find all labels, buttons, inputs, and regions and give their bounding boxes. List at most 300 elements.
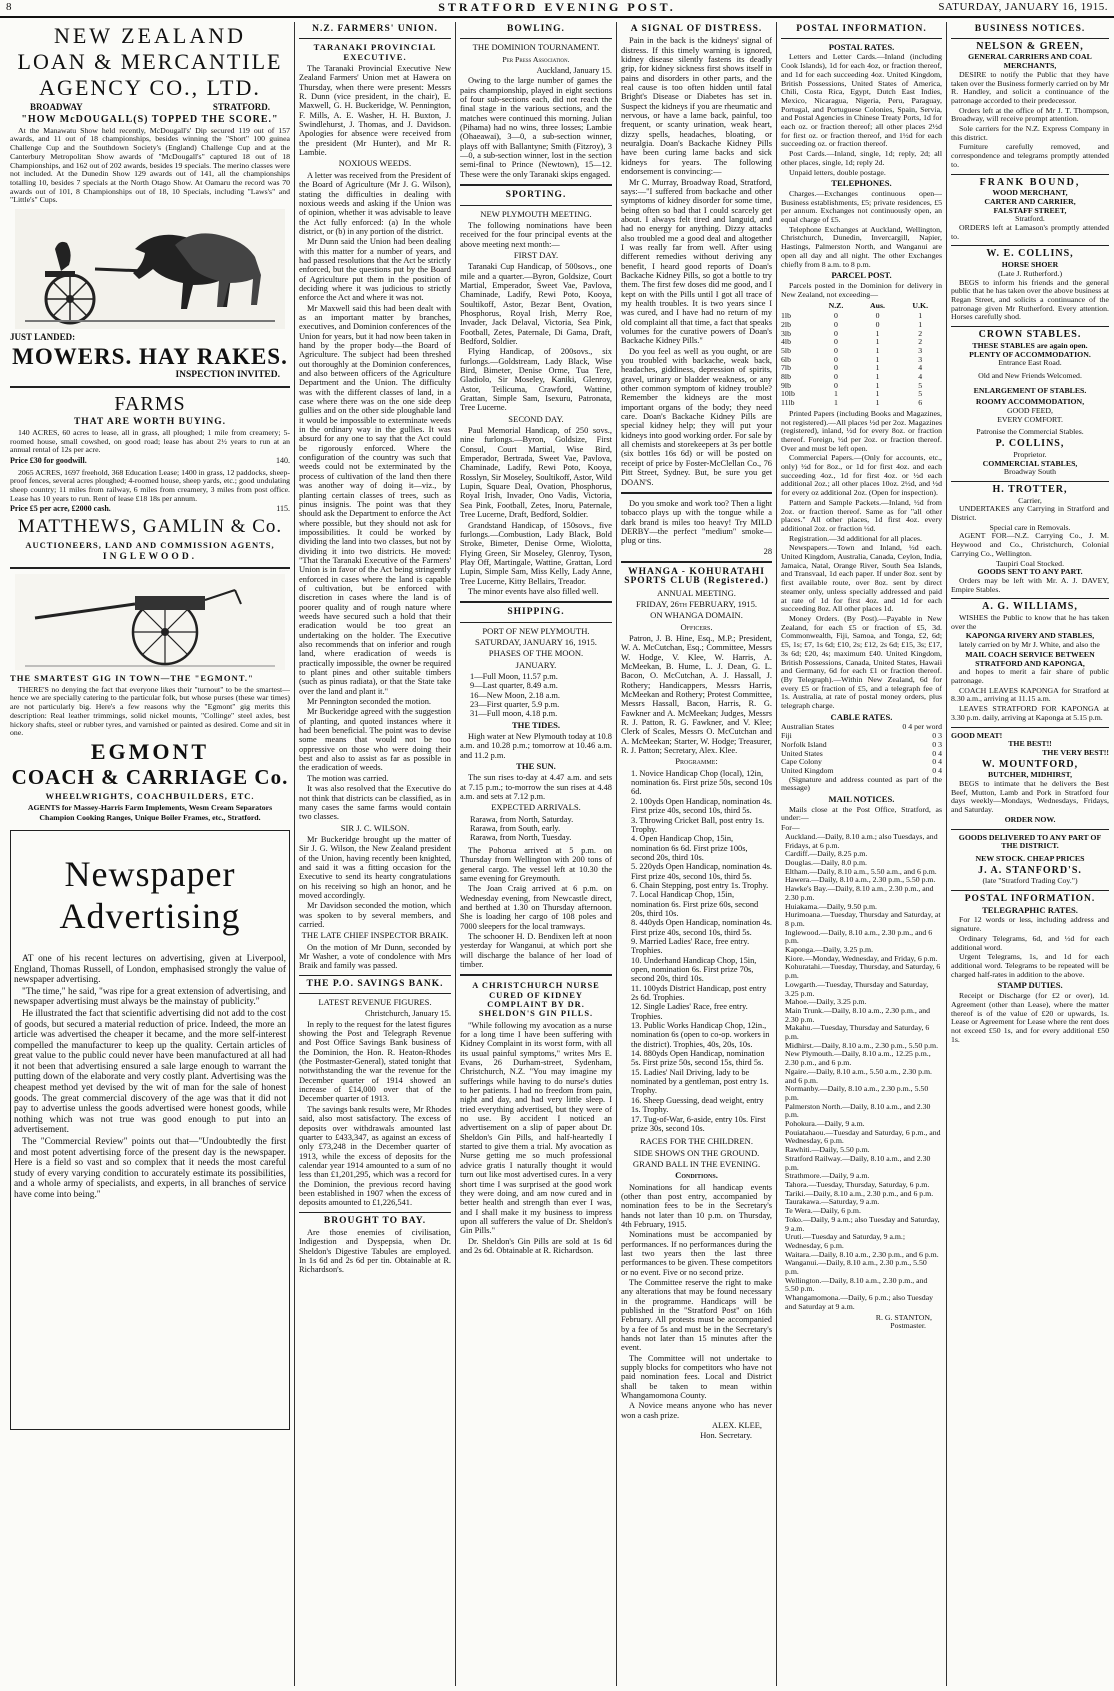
annual-meeting: ANNUAL MEETING. (657, 587, 736, 598)
egmont-body: THERE'S no denying the fact that everyone likes their "turnout" to be the smartest—hence we are specially catering to the particular folk, but whose purses (these war times) are not particularly big. Here's a few reasons why the "Egmont" gig merits this description: Real leather trimmings, solid nickel mounts, "Collinge" steel axles, best hickory shafts, steel or rubber tyres, and varnished or painted as desired. Come and sit in one. (10, 684, 290, 738)
arrival-item: Rarawa, from South, early. (470, 824, 561, 834)
mail-item: Lowgarth.—Tuesday, Thursday and Saturday, 3.25 p.m. (785, 979, 929, 998)
parcel-cell: 0 (833, 337, 838, 347)
conditions-para-1: Nominations for all handicap events (other than post entry, accompanied by nomination fees to be in the Secretary's hands not later than 10 p.m. on Thursday, 4th February, 1915. (621, 1182, 772, 1229)
programme-item: 3. Throwing Cricket Ball, post entry 1s. Trophy. (631, 815, 765, 834)
mail-item: Kaponga.—Daily, 3.25 p.m. (785, 945, 874, 955)
crown-open: THESE STABLES are again open. (972, 340, 1088, 350)
advert-body-3: He illustrated the fact that scientific advertising did not add to the cost of goods, but secured a material reduction of price. Indeed, the more an article was advertised the cheaper it became, and the more self-interest compelled the manufacturer to keep up the quality. Certain articles of great value to the public could never have been manufactured at all had it not been that advertising ensured a sale large enough to warrant the putting down of the elaborate and very costly plant. Advertising was the cheapest method yet devised by the wit of man for the sale of honest goods. The great commercial discovery of the age was that it did not pay to advertise unless the goods advertised were honest goods, while nothing which was not true was good enough to put into an advertisement. (14, 1008, 286, 1136)
collins-late: (Late J. Rutherford.) (997, 268, 1063, 278)
port-title: PORT OF NEW PLYMOUTH. (482, 625, 590, 636)
moon-phase: 9—Last quarter, 8.49 a.m. (470, 681, 558, 691)
divider (951, 890, 1109, 891)
nurse-para-1: "While following my avocation as a nurse for a long time I have been suffering with Kidney Complaint in its worst form, with all its usual painful symptoms," writes Mrs E. Evans, 26 Durham-street, Sydenham, Christchurch, N.Z. "You may imagine my sufferings while having to do nurse's duties to her patients. I had no freedom from pain, night and day, and had very little sleep. I tried everything advertised, but they were of no use. By accident I noticed an advertisement on a slip of paper about Dr. Sheldon's Gin Pills, and half-heartedly I started to give them a trial. My avocation as Nurse getting me so much professional advice gratis I naturally thought it would turn out like most advertised cures. In a very short time I was surprised at the good work they were doing, and am now cured and in better health and strength than ever I was, and I shall make it my business to impress upon all sufferers the value of Dr. Sheldon's Gin Pills." (460, 1020, 612, 1236)
column-2 (299, 22, 451, 1686)
newspaper-advertising-box (10, 830, 290, 1430)
collins: W. E. COLLINS, (986, 248, 1074, 260)
parcel-cell: 1 (875, 354, 880, 364)
kaponga-stables: KAPONGA RIVERY AND STABLES, (965, 631, 1095, 641)
just-landed: JUST LANDED: (10, 332, 76, 343)
conditions-title: Conditions. (675, 1170, 718, 1181)
nzfu-para-9: Mr Buckeridge brought up the matter of Sir J. G. Wilson, the New Zealand president of the Union, having recently been knighted, and said it was a fitting occasion for the Executive to send its hearty congratulations on his receiving so high an honor, and he moved accordingly. (299, 834, 451, 900)
cable-note: (Signature and address counted as part of the message) (781, 774, 942, 793)
divider (460, 38, 612, 39)
divider (951, 829, 1109, 830)
farm-item-2-price: Price £5 per acre, £2000 cash. (10, 504, 111, 514)
mail-item: Waitara.—Daily, 8.10 a.m., 2.30 p.m., and 6 p.m. (785, 1249, 939, 1259)
mail-item: Ngaire.—Daily, 8.10 a.m., 5.50 a.m., 2.30 p.m. and 6 p.m. (785, 1066, 932, 1085)
pattern-para: Pattern and Sample Packets.—Inland, ½d from 2oz. or fraction thereof. Same as for "all other places." All other places, 1d first 4oz. every additional 2oz. or fraction ½d. (781, 497, 942, 533)
sporting-para-3: Flying Handicap, of 200sovs., six furlongs.—Goldstream, Lady Black, Wise Bird, Bimeter, Denise Orme, Tua Tere, Gladiolo, Sir Moseley, Kaniki, Glenroy, Astor, Teilicuma, Crawford, Wattine, Grattan, Simple Sam, Isexuru, Patronata, Tree Lucerne. (460, 347, 612, 413)
agent-name: MATTHEWS, GAMLIN & Co. (17, 515, 283, 537)
farms-subtitle: THAT ARE WORTH BUYING. (73, 416, 227, 427)
divider (460, 622, 612, 623)
money-orders-para: Money Orders. (By Post).—Payable in New Zealand, for each £5 or fraction of £5, 3d. Commonwealth, Fiji, Samoa, and Tonga, £2, 6d; £5, 1s; £7, 1s 6d; £10, 2s; £12, 2s 6d; £15, 3s; £17, 3s 6d; £20, 4s; maximum £40. United Kingdom, British Possessions, Canada, United States, Hawaii and Germany, 6d for each £1 or fraction thereof. (By Telegraph).—Within New Zealand, 6d for every £5 or fraction of £5, and a telegraph fee of 1s. Australia, at rate of postal money orders, plus telegraph charge. (781, 614, 942, 711)
horse-mower-illustration (15, 209, 285, 329)
programme-item: 4. Open Handicap Chop, 15in, nomination 6s 6d. First prize 100s, second 20s, third 10s. (631, 834, 748, 862)
parcel-cell: 1 (918, 311, 923, 321)
divider (299, 993, 451, 994)
postal-info-title: POSTAL INFORMATION. (796, 24, 927, 34)
nelson-body-2: Orders left at the office of Mr J. T. Thompson, Broadway, will receive prompt attention. (951, 105, 1109, 124)
arrival-item: Rarawa, from North, Tuesday. (470, 833, 572, 843)
mail-item: Inglewood.—Daily, 8.10 a.m., 2.30 p.m., and 6 p.m. (785, 927, 933, 946)
nzl-address-right: STRATFORD. (212, 102, 270, 112)
postmaster-name: R. G. STANTON, (875, 1312, 932, 1322)
tel-ordinary: Ordinary Telegrams, 6d, and ½d for each additional word. (951, 933, 1109, 952)
telephones-para: Charges.—Exchanges continuous open—Business establishments, £5; private residences, £5 per annum. Exchanges not continuously open, an equal charge of £5. (781, 188, 942, 225)
nzfu-para-11: On the motion of Mr Dunn, seconded by Mr Washer, a vote of condolence with Mrs Braik and family was passed. (299, 942, 451, 971)
broadway-south: Broadway South (1003, 467, 1057, 477)
cable-rates-title: CABLE RATES. (830, 711, 893, 722)
smoke-para: Do you smoke and work too? Then a light tobacco plays up with the tongue while a dark brand is miles too heavy! Try MILD DERBY—the perfect "medium" smoke—plug or tins. (621, 498, 772, 546)
parcel-cell: 1 (833, 389, 838, 399)
parcel-cell: 1 (833, 398, 838, 408)
column-rule (455, 22, 456, 1686)
mail-coach: MAIL COACH SERVICE BETWEEN STRATFORD AND KAPONGA, (965, 649, 1095, 668)
nz-loan-advert (10, 24, 290, 381)
programme-item: 9. Married Ladies' Race, free entry. Trophies. (631, 936, 750, 956)
frank-desc-2: CARTER AND CARRIER, (984, 196, 1076, 206)
advert-title-1: Newspaper (64, 853, 236, 894)
cable-table (781, 723, 942, 775)
nzfu-para-1: The Taranaki Provincial Executive New Zealand Farmers' Union met at Hawera on Thursday, when there were present: Messrs R. Dunn (vice president, in the chair), E. Maxwell, G. H. Buckeridge, W. Pennington, F. Mills, A. E. Washer, H. H. Buxton, J. Swindlehurst, J. Thomas, and J. Davidson. Apologies for absence were received from the president (Mr Hunter), and Mr R. Lambie. (299, 64, 451, 158)
column-rule (776, 22, 777, 1686)
programme-item: 14. 880yds Open Handicap, nomination 5s. First prize 50s, second 15s, third 5s. (631, 1049, 765, 1068)
mail-item: Douglas.—Daily, 8.0 p.m. (785, 857, 868, 867)
masthead (0, 0, 1114, 18)
parcel-cell: 1lb (781, 311, 791, 321)
dominion-tournament-title: THE DOMINION TOURNAMENT. (472, 42, 600, 53)
collins-desc: HORSE SHOER (1001, 260, 1059, 270)
moon-phase: 1—Full Moon, 11.57 p.m. (470, 671, 558, 681)
divider (951, 727, 1109, 728)
noxious-title: NOXIOUS WEEDS. (338, 158, 412, 169)
farm-item-1: 140 ACRES, 60 acres to lease, all in grass, all ploughed; 1 mile from creamery; 5-roomed house, small cowshed, on good road; lease has about 2½ years to run at an annual rental of 12s per acre. (10, 428, 290, 455)
press-association: Per Press Association. (502, 54, 570, 64)
orders-may: Orders may be left with Mr. A. J. DAVEY, Empire Stables. (951, 575, 1109, 594)
sir-wilson-title: SIR J. C. WILSON. (340, 822, 410, 833)
programme-item: 6. Chain Stepping, post entry 1s. Trophy. (631, 880, 769, 890)
divider (299, 1212, 451, 1213)
kaponga-body: lately carried on by Mr J. White, and also the (959, 640, 1100, 650)
distress-para-2: Mr C. Murray, Broadway Road, Stratford, says:—"I suffered from backache and other symptoms of kidney disorder for some time, being often so bad that I could scarcely get about. I always felt tired and languid, and had no energy for anything. Dizzy attacks also troubled me a good deal and altogether I was really far from well. After using different remedies without deriving any benefit, I heard good reports of Doan's Backache Kidney Pills, so got a bottle to try them. The first few doses did me good, and I kept on with the Pills until I got all trace of my health troubles. It is two years since I was cured, and I have had no return of my old complaint all that time, a fact that speaks volumes for the curative powers of Doan's Backache Kidney Pills." (621, 177, 772, 346)
egmont-trade: WHEELWRIGHTS, COACHBUILDERS, ETC. (45, 790, 255, 801)
club-title: WHANGA - KOHURATAHI SPORTS CLUB (Registered.) (624, 566, 769, 587)
mail-item: Stratford Railway.—Daily, 8.10 a.m., and 2.30 p.m. (785, 1153, 931, 1172)
moon-phase: 23—First quarter, 5.9 p.m. (470, 700, 560, 709)
parcel-cell: 1 (875, 372, 880, 382)
frank-body: ORDERS left at Lamason's promptly attended to. (951, 223, 1109, 241)
advert-body-1: AT one of his recent lectures on advertising, given at Liverpool, England, Thomas Russell, of London, emphasised strongly the value of newspaper advertising. (14, 953, 286, 986)
goods-delivered: GOODS DELIVERED TO ANY PART OF THE DISTRICT. (958, 832, 1102, 851)
agent-desc: AUCTIONEERS, LAND AND COMMISSION AGENTS, (25, 539, 275, 550)
divider (951, 38, 1109, 39)
programme-item: 7. Local Handicap Chop, 15in, nomination 6s. First prize 60s, second 20s, third 10s. (631, 890, 759, 918)
mail-item: Tariki.—Daily, 8.10 a.m., 2.30 p.m., and 6 p.m. (785, 1188, 934, 1198)
column-rule (946, 22, 947, 1686)
mail-item: Palmerston North.—Daily, 8.10 a.m., and 2.30 p.m. (785, 1101, 931, 1120)
trotter: H. TROTTER, (992, 483, 1068, 495)
registration-para: Registration.—3d additional for all places. (789, 533, 922, 543)
programme-title: Programme: (675, 756, 718, 767)
latest-revenue-title: LATEST REVENUE FIGURES. (318, 997, 432, 1008)
mail-notices-title: MAIL NOTICES. (828, 794, 895, 805)
distress-para-1: Pain in the back is the kidneys' signal of distress. If this timely warning is ignored, kidney disease silently fastens its deadly grip, for kidney sickness first shows itself in pains and disorders in other parts, and the real cause is too often hidden until fatal Bright's Disease or Diabetes has set in. Suspect the kidneys if you are rheumatic and nervous, or have a lame back, painful, too frequent, or scanty urination, weak heart, dizzy spells, headaches, bloating, or neuralgia. Doan's Backache Kidney Pills have been curing lame backs and sick kidneys for years. The following endorsement is convincing:— (621, 36, 772, 177)
mountford: W. MOUNTFORD, (981, 758, 1079, 770)
parcel-cell: 0 (833, 354, 838, 364)
programme-item: 11. 100yds District Handicap, post entry 2s 6d. Trophies. (631, 983, 767, 1003)
parcel-cell: 1 (875, 363, 880, 373)
nurse-para-2: Dr. Sheldon's Gin Pills are sold at 1s 6d and 2s 6d. Obtainable at R. Richardson. (460, 1236, 612, 1255)
cable-cell: 0 3 (932, 739, 942, 749)
column-rule (616, 22, 617, 1686)
parcel-cell: 5 (918, 380, 923, 390)
mountford-role: BUTCHER, MIDHIRST, (987, 770, 1073, 780)
column-6 (951, 22, 1109, 1686)
arrival-item: Rarawa, from North, Saturday. (470, 814, 574, 824)
divider (621, 492, 772, 494)
mail-for: For— (781, 823, 800, 833)
mail-item: Main Trunk.—Daily, 8.10 a.m., 2.30 p.m., and 2.30 p.m. (785, 1005, 931, 1024)
braik-title: THE LATE CHIEF INSPECTOR BRAIK. (301, 930, 449, 941)
commercial-para: Commercial Papers.—(Only for accounts, etc., only) ½d for 8oz., or 1d for first 4oz. and each succeeding 4oz., 1d for first 4oz. or ½d each additional 2oz.; all other places 10oz. 2½d, and ½d for every oz additional 2oz. (Open for inspection). (781, 453, 942, 498)
mail-item: Eltham.—Daily, 8.10 a.m., 5.50 a.m., and 6 p.m. (785, 866, 937, 876)
programme-item: 2. 100yds Open Handicap, nomination 4s. First prize 40s, second 10s, third 5s. (631, 796, 772, 816)
np-meeting-title: NEW PLYMOUTH MEETING. (480, 208, 592, 219)
parcel-cell: 1 (875, 345, 880, 355)
conditions-para-3: The Committee reserve the right to make any alterations that may be found necessary in the programme. Handicaps will be published in the "Stratford Post" on 16th February. All protests must be accompanied by a fee of 5s and must be in the Secretary's hands not later than 15 minutes after the event. (621, 1278, 772, 1353)
coach-leave: COACH LEAVES KAPONGA for Stratford at 8.30 a.m., arriving at 11.15 a.m. (951, 685, 1109, 704)
cable-cell: Fiji (781, 731, 792, 741)
very-best: THE VERY BEST!! (1042, 747, 1109, 757)
nzfu-para-7: The motion was carried. (307, 773, 389, 783)
bowling-title: BOWLING. (507, 24, 565, 34)
club-date: FRIDAY, 26th FEBRUARY, 1915. (635, 598, 758, 609)
trotter-body: UNDERTAKES any Carrying in Stratford and District. (951, 504, 1109, 523)
nzl-body: At the Manawatu Show held recently, McDougall's' Dip secured 119 out of 157 awards, and 11 out of 18 championships, besides winning the "Short" 100 guinea Challenge Cup and the Southdown Society's (England) Challenge Cup and at the Canterbury Metropolitan Show awards of "McDougall's" captured 18 out of 18 Championships, and 162 out of 202 awards, besides 19 specials. The merino classes were not included. At the Dunedin Show 129 awards out of 141, all the championships totalling 10, besides 7 specials at the North Otago Show. At Oamaru the record was 70 awards out of 101, 8 Championships out of 18, 10 Specials, including "Laws's" and "Little's" Cups. (10, 125, 290, 205)
cable-cell: 0 4 (932, 765, 942, 775)
divider (460, 205, 612, 206)
nzfu-para-5: Mr Pennington seconded the motion. (307, 697, 431, 707)
mail-item: Hawke's Bay.—Daily, 8.10 a.m., 2.30 p.m., and 2.30 p.m. (785, 884, 934, 902)
column-rule (294, 22, 295, 1686)
mail-item: Taurakawa.—Saturday, 9 a.m. (785, 1197, 880, 1207)
divider (951, 481, 1109, 482)
programme-item: 5. 220yds Open Handicap, nomination 4s. First prize 40s, second 10s, third 5s. (631, 862, 772, 881)
nzfu-para-3: Mr Dunn said the Union had been dealing with this matter for a number of years, and had passed resolutions that the Act be strictly enforced, but the questions put by the Board of Agriculture put them in the position of deciding where it was judicious to strictly enforce the Act and where it was not. (299, 237, 451, 303)
mail-item: Strathmore.—Daily, 9 a.m. (785, 1171, 870, 1181)
divider (460, 184, 612, 186)
divider (781, 38, 942, 39)
parcel-cell: 10lb (781, 389, 795, 399)
divider (621, 561, 772, 563)
cable-cell: 0 4 (932, 757, 942, 767)
egmont-name-2: COACH & CARRIAGE Co. (11, 764, 289, 789)
business-notices-title: BUSINESS NOTICES. (974, 24, 1086, 34)
parcel-cell: 2 (918, 337, 923, 347)
mail-list (781, 833, 942, 1312)
parcel-cell: 0 (833, 345, 838, 355)
crown-old-new: Old and New Friends Welcomed. (978, 370, 1082, 380)
mail-item: Wanganui.—Daily, 8.10 a.m., 2.30 p.m., 5.50 p.m. (785, 1258, 927, 1277)
mountford-body: BEGS to intimate that he delivers the Best Beef, Mutton, Lamb and Pork in Stratford four days weekly—Mondays, Wednesdays, Fridays, and Saturday. (951, 779, 1109, 815)
nzl-headline: "HOW McDOUGALL(S) TOPPED THE SCORE." (21, 114, 279, 126)
cable-cell: Cape Colony (781, 757, 822, 767)
column-1 (10, 22, 290, 1686)
telephones-para-2: Telephone Exchanges at Auckland, Wellington, Christchurch, Dunedin, Invercargill, Napier, Hastings, Palmerston North, and Wanganui are open all day and all night. The other Exchanges chiefly from 8 a.m. to 8 p.m. (781, 224, 942, 269)
programme-list (621, 769, 772, 1133)
frank-town: Stratford. (1015, 214, 1045, 224)
tel-urgent: Urgent Telegrams, 1s, and 1d for each additional word. Telegrams to be repeated will be charged half-rates in addition to the above. (951, 952, 1109, 979)
bay-para: Are those enemies of civilisation, Indigestion and Dyspepsia, when Dr. Sheldon's Digestive Tabules are employed. In 1s 6d and 2s 6d per tin. Obtainable at R. Richardson's. (299, 1227, 451, 1275)
parcel-cell: 3lb (781, 328, 791, 338)
po-savings-title: THE P.O. SAVINGS BANK. (306, 978, 444, 989)
parcel-cell: 3 (918, 345, 923, 355)
officers-title: Officers. (680, 621, 713, 632)
trotter-role: Carrier, (1018, 495, 1042, 505)
nurse-title: A CHRISTCHURCH NURSE CURED OF KIDNEY COMPLAINT BY DR. SHELDON'S GIN PILLS. (472, 981, 600, 1019)
farms-advert (10, 393, 290, 563)
divider (460, 601, 612, 603)
taranaki-exec-title: TARANAKI PROVINCIAL EXECUTIVE. (313, 42, 437, 62)
mail-item: Whangamomona.—Daily, 6 p.m.; also Tuesday and Saturday at 9 a.m. (785, 1293, 934, 1311)
new-stock: NEW STOCK. CHEAP PRICES (975, 853, 1085, 863)
club-sign-title: Hon. Secretary. (700, 1430, 752, 1440)
mail-item: Hurimoana.—Tuesday, Thursday and Saturday, at 8 p.m. (785, 910, 941, 928)
mail-item: Rawhiti.—Daily, 5.50 p.m. (785, 1145, 870, 1155)
sporting-para-6: The minor events have also filled well. (468, 586, 599, 596)
printed-para: Printed Papers (including Books and Magazines, not registered).—All places ½d per 2oz. Magazines (registered), inland, ½d for every 8oz. or fraction thereof. Foreign, ½d per 2oz. or fraction thereof. Over and must be left open. (781, 408, 942, 453)
programme-item: 1. Novice Handicap Chop (local), 12in, nomination 6s. First prize 50s, second 10s 6d. (631, 768, 772, 797)
parcel-intro: Parcels posted in the Dominion for delivery in New Zealand, not exceeding— (781, 280, 942, 299)
sun-title: THE SUN. (516, 761, 556, 772)
moon-phase: 16—New Moon, 2.18 a.m. (470, 690, 561, 700)
mail-item: Cardiff.—Daily, 8.25 p.m. (785, 849, 868, 859)
po-para-2: The savings bank results were, Mr Rhodes said, also most satisfactory. The excess of deposits over withdrawals amounted last quarter to £433,347, as against an excess of only £73,248 in the December quarter of 1913, while the excess of deposits for the calendar year 1914 amounted to a sum of no less than £1,201,295, which was a record for the Dominion, the previous record having been established in 1907 when the excess of deposits amounted to £1,226,541. (299, 1104, 451, 1208)
williams: A. G. WILLIAMS, (982, 601, 1078, 613)
parcel-cell: 4lb (781, 337, 791, 347)
conditions-para-4: The Committee will not undertake to supply blocks for competitors who have not paid nomination fees. Local and District shall be taken to mean within Whangamomona County. (621, 1353, 772, 1401)
mail-item: Uruti.—Tuesday and Saturday, 9 a.m.; Wednesday, 6 p.m. (785, 1232, 906, 1250)
programme-item: 10. Underhand Handicap Chop, 15in, open, nomination 6s. First prize 70s, second 20s, third 10s. (631, 955, 757, 984)
sporting-para-4: Paul Memorial Handicap, of 250 sovs., nine furlongs.—Byron, Goldsize, First Consul, Court Martial, Wise Bird, Emperador, Bertrada, Sweet Vae, Pavlova, Chaminade, Ladify, Rewi Poto, Kooya, Rosslyn, Sir Moseley, Soultikoff, Astor, Wild Lupin, Square Deal, Ovation, Phosphorus, Royal Irish, Invader, Ono Vadis, Victoria, Sea Pink, Football, Zetes, Inoru, Paternale, Tree Lucerne, Draft, Bedford, Soldier. (460, 426, 612, 520)
parcel-cell: 0 (833, 328, 838, 338)
parcel-cell: 0 (833, 319, 838, 329)
parcel-cell: 1 (875, 398, 880, 408)
brought-to-bay-title: BROUGHT TO BAY. (323, 1215, 427, 1226)
parcel-cell: 6 (918, 398, 923, 408)
farm-item-1-price: Price £30 for goodwill. (10, 456, 87, 466)
nelson-body-4: Furniture carefully removed, and correspondence and telegrams promptly attended to. (951, 142, 1109, 169)
goods-sent: GOODS SENT TO ANY PART. (977, 567, 1083, 577)
bowling-para: Owing to the large number of games the pairs championship, played in eight sections of four sub-sections each, did not reach the final stage in the various sections, and the matches were continued this morning. Julian (Pihama) had no wins, three losses; Lambie (Ohaeawai), 3—0, a sub-section winner, plays off with Ballantyne; Smith (Fitzroy), 3—0, a sub-section winner, lost in the section semi-final to Prince (Newtown), 15—12. These were the only Taranaki skips engaged. (460, 76, 612, 179)
programme-item: 13. Public Works Handicap Chop, 12in., nomination 6s (open to co-op. workers in the district). Trophies, 40s, 20s, 10s. (631, 1021, 770, 1049)
nzl-address (30, 103, 270, 112)
po-para-1: In reply to the request for the latest figures showing the Post and Telegraph Revenue and Post Office Savings Bank business of the Dominion, the Hon. R. Heaton-Rhodes (the Postmaster-General), stated tonight that notwithstanding the war the revenue for the December quarter of 1914 showed an increase of £14,000 over that of the December quarter of 1913. (299, 1019, 451, 1104)
unpaid-para: Unpaid letters, double postage. (789, 167, 886, 177)
egmont-advert (10, 574, 290, 822)
parcel-cell: 11lb (781, 398, 795, 408)
mail-intro: Mails close at the Post Office, Stratford, as under:— (781, 804, 942, 823)
grand-ball: GRAND BALL IN THE EVENING. (632, 1158, 761, 1169)
divider (10, 567, 290, 569)
frank-bound: FRANK BOUND, (979, 176, 1081, 188)
nzfu-para-2: A letter was received from the President of the Board of Agriculture (Mr J. G. Wilson), stating the difficulties in dealing with noxious weeds and asking if the Union was of opinion, whether it was advisable to leave the Act fully enforced: (a) In the whole district, or (b) in any portion of the district. (299, 170, 451, 236)
divider (299, 38, 451, 39)
parcel-cell: 5 (918, 389, 923, 399)
williams-body: WISHES the Public to know that he has taken over the (951, 613, 1109, 631)
parcel-cell: 3 (918, 354, 923, 364)
nelson-body-3: Sole carriers for the N.Z. Express Company in this district. (951, 124, 1109, 142)
page-number: 8 (6, 1, 12, 13)
farm-item-2-price-line (10, 504, 290, 513)
parcel-cell: 2lb (781, 319, 791, 329)
sporting-para-1: The following nominations have been received for the four principal events at the above meeting next month:— (460, 220, 612, 249)
mail-item: Pouiatahaou.—Tuesday and Saturday, 6 p.m., and Wednesday, 6 p.m. (785, 1127, 941, 1146)
egmont-name-1: EGMONT (90, 738, 210, 764)
second-day-title: SECOND DAY. (508, 413, 564, 424)
taupiri: Taupiri Coal Stocked. (995, 558, 1065, 568)
cable-row (781, 723, 942, 732)
parcel-cell: 6lb (781, 354, 791, 364)
frank-desc: WOOD MERCHANT, (992, 188, 1068, 198)
nelson-green: NELSON & GREEN, (976, 40, 1084, 52)
parcel-table (781, 301, 942, 407)
parcel-cell: 0 (875, 311, 880, 321)
inspection-invited: INSPECTION INVITED. (175, 370, 280, 381)
nzl-name-3: AGENCY CO., LTD. (39, 75, 261, 100)
cable-cell: Australian States (781, 722, 835, 732)
advert-title-2: Advertising (59, 895, 241, 936)
mail-item: Te Wera.—Daily, 6 p.m. (785, 1206, 861, 1216)
nelson-body: DESIRE to notify the Public that they have taken over the Business formerly carried on by Mr R. Handley, and solicit a continuance of the patronage accorded to their predecessor. (951, 69, 1109, 105)
first-day-title: FIRST DAY. (513, 249, 559, 260)
shipping-para-1: The Pohorua arrived at 5 p.m. on Thursday from Wellington with 200 tons of general cargo. The vessel left at 10.30 the same evening for Greymouth. (460, 845, 612, 883)
farm-item-1-price-line (10, 456, 290, 465)
officers-para: Patron, J. B. Hine, Esq., M.P.; President, W. A. McCutchan, Esq.; Committee, Messrs W. Hodge, V. Klee, W. Harris, A. McMeekan, B. Hume, L. J. Dean, G. L. Bacon, O. McCutchan, A. J. Hassall, J. Rothery; Handicappers, Messrs Harris, McMeekan and Rothery; Protest Committee, Messrs Hassall, Bacon, Harris, R. G. Fawkner and A. McMeekan; Judges, Messrs R. J. Patton, R. G. Fawkner, and V. Klee; Clerk of Scales, Messrs O. McCutchan and A. McMeekan; Starter, W. Hodge; Treasurer, R. J. Patton; Secretary, Alex. Klee. (621, 633, 772, 756)
mail-coach-2: and hopes to merit a fair share of public patronage. (951, 667, 1109, 685)
cable-cell: 0 3 (932, 731, 942, 741)
column-3 (460, 22, 612, 1686)
programme-item: 12. Single Ladies' Race, free entry. Trophies. (631, 1002, 748, 1021)
farm-item-1-number: 140. (276, 456, 290, 466)
shipping-title: SHIPPING. (507, 607, 565, 618)
divider (951, 245, 1109, 246)
divider (951, 598, 1109, 599)
order-now: ORDER NOW. (1004, 814, 1056, 824)
good-feed: GOOD FEED, (1007, 406, 1053, 416)
postal-info-title-2: POSTAL INFORMATION. (964, 894, 1096, 905)
pcollins-role: Proprietor. (1013, 449, 1047, 459)
moon-phase: 31—Full moon, 4.18 p.m. (470, 709, 558, 719)
letters-para: Letters and Letter Cards.—Inland (including Cook Islands), 1d for each 4oz, or fraction thereof, and 1d for each succeeding 4oz. United Kingdom, British Possessions, United States of America, Chili, Costa Rica, Egypt, Dutch East Indies, Mexico, Nicaragua, Nigeria, Peru, Paraguay, Portugal, and Portuguese Colonies, Spain, Servia, and Postal Agencies in Chinese Treaty Ports, 1d for each oz. or fraction thereof; all other places 2½d for first oz. or fraction thereof, and 1½d for each succeeding oz. or fraction thereof. (781, 52, 942, 149)
parcel-cell: 5lb (781, 345, 791, 355)
distress-para-3: Do you feel as well as you ought, or are you troubled with backache, weak back, headaches, giddiness, depression of spirits, gravel, urinary or bladder weakness, or any other common symptom of kidney trouble? Remember the kidneys are the most important organs of the body; they need care. Doan's Backache Kidney Pills are special kidney help; they will put your kidneys into good working order. For sale by all chemists and storekeepers at 3s per bottle (six bottles 16s 6d) or will be posted on receipt of price by Foster-McClellan Co., 76 Pitt Street, Sydney. But, be sure you get DOAN'S. (621, 346, 772, 487)
parcel-cell: 1 (918, 319, 923, 329)
stanford-2: (late "Stratford Trading Coy.") (982, 876, 1078, 886)
mail-item: Pohokura.—Daily, 9 a.m. (785, 1119, 865, 1129)
stanford: J. A. STANFORD'S. (978, 864, 1082, 876)
farm-item-2: 2065 ACRES, 1697 freehold, 368 Education Lease; 1400 in grass, 12 paddocks, sheep-proof fences, several acres ploughed; 4-roomed house, sheep yards, etc.; good undulating sheep country; 11 miles from railway, 6 miles from creamery, 3 miles from post office. Lease has 10 years to run. Rent of lease £18 18s per annum. (10, 467, 290, 503)
newspapers-para: Newspapers.—Town and Inland, ½d each. United Kingdom, Australia, Canada, Ceylon, India, Jamaica, Natal, Orange River, South Sea Islands, and Transvaal, 1d each paper. If under 8oz. sent by first available route, over 8oz. sent by direct steamer only, unless specially addressed and paid at rate of 1d for first 4oz. and 1d for each succeeding 8oz. All other places 1d. (781, 543, 942, 614)
farm-item-2-number: 115. (276, 504, 290, 514)
mail-item: New Plymouth.—Daily, 8.10 a.m., 12.25 p.m., 2.30 p.m., and 6 p.m. (785, 1049, 931, 1068)
patronise: Patronise the Commercial Stables. (976, 427, 1084, 437)
crown-accom: PLENTY OF ACCOMMODATION. (969, 349, 1091, 359)
egmont-agents: AGENTS for Massey-Harris Farm Implements, Wesm Cream Separators (27, 803, 273, 813)
tides-para: High water at New Plymouth today at 10.8 a.m. and 10.28 p.m.; tomorrow at 10.46 a.m. and 11.2 p.m. (460, 732, 612, 760)
mail-item: Normanby.—Daily, 8.10 a.m., 2.30 p.m., 5.50 p.m. (785, 1084, 929, 1102)
shipping-para-3: The schooner H. D. Bendixen left at noon yesterday for Wanganui, at which port she will discharge the balance of her load of timber. (460, 931, 612, 969)
collins-body: BEGS to inform his friends and the general public that he has taken over the above business at Regan Street, and solicits a continuance of the patronage given Mr Rutherford. Every attention. Horses carefully shod. (951, 277, 1109, 322)
parcel-title: PARCEL POST. (831, 270, 892, 281)
trotter-agent: AGENT FOR—N.Z. Carrying Co., J. M. Heywood and Co., Christchurch, Colonial Carrying Co., Wellington. (951, 531, 1109, 558)
parcel-header-cell: Aus. (870, 301, 885, 311)
telephones-title: TELEPHONES. (831, 178, 892, 189)
arrivals-title: EXPECTED ARRIVALS. (491, 802, 581, 813)
parcel-cell: 4 (918, 372, 923, 382)
frank-address: FALSTAFF STREET, (993, 205, 1067, 215)
parcel-cell: 0 (875, 319, 880, 329)
enlargement: ENLARGEMENT OF STABLES. (973, 385, 1087, 395)
mail-item: Makahu.—Tuesday, Thursday and Saturday, 6 p.m. (785, 1023, 930, 1042)
mail-item: Wellington.—Daily, 8.10 a.m., 2.30 p.m., and 5.50 p.m. (785, 1275, 928, 1294)
trotter-removal: Special care in Removals. (989, 522, 1071, 532)
issue-date: SATURDAY, JANUARY 16, 1915. (938, 1, 1108, 13)
parcel-cell: 1 (875, 389, 880, 399)
leaves-stratford: LEAVES STRATFORD FOR KAPONGA at 3.30 p.m. daily, arriving at Kaponga at 5.15 p.m. (951, 704, 1109, 722)
nzfu-title: N.Z. FARMERS' UNION. (312, 24, 438, 34)
agent-town: INGLEWOOD. (102, 552, 198, 562)
cable-cell: United Kingdom (781, 765, 834, 775)
postmaster-title: Postmaster. (890, 1321, 926, 1331)
conditions-para-5: A Novice means anyone who has never won a cash prize. (621, 1401, 772, 1420)
divider (951, 326, 1109, 327)
side-shows: SIDE SHOWS ON THE GROUND. (633, 1147, 760, 1158)
programme-item: 17. Tug-of-War, 6-aside, entry 10s. First prize 30s, second 10s. (631, 1114, 766, 1133)
port-date: SATURDAY, JANUARY 16, 1915. (475, 636, 597, 647)
every-comfort: EVERY COMFORT. (997, 414, 1063, 424)
crown-stables: CROWN STABLES. (978, 329, 1082, 341)
telegraphic-rates: TELEGRAPHIC RATES. (982, 904, 1078, 915)
parcel-cell: 1 (875, 380, 880, 390)
divider (299, 975, 451, 976)
sporting-title: SPORTING. (505, 190, 567, 201)
tel-body: For 12 words or less, including address and signature. (951, 915, 1109, 934)
sporting-para-2: Taranaki Cup Handicap, of 500sovs., one mile and a quarter.—Byron, Goldsize, Court Martial, Emperador, Sweet Vae, Pavlova, Chaminade, Ladify, Rewi Poto, Kooya, Soultikoff, Astor, Bezar Bent, Ovation, Phosphorus, Royal Irish, Merry Roe, Invader, Jack Delaval, Victoria, Sea Pink, Football, Zetes, Paternale, Di Gama, Draft, Bedford, Soldier. (460, 262, 612, 346)
divider (460, 974, 612, 976)
